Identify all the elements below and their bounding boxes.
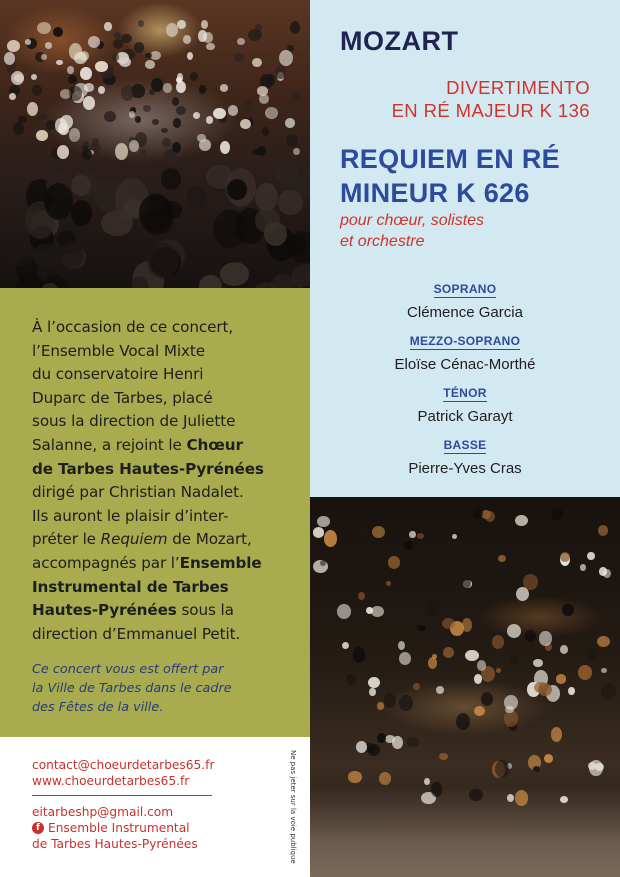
- intro-text-span: Salanne, a rejoint le: [32, 435, 187, 454]
- photo-texture: [285, 118, 295, 127]
- contact-email[interactable]: contact@choeurdetarbes65.fr: [32, 758, 215, 772]
- photo-texture: [465, 650, 479, 661]
- photo-texture: [404, 541, 414, 550]
- photo-texture: [313, 527, 325, 538]
- photo-texture: [138, 20, 144, 26]
- photo-texture: [71, 200, 93, 227]
- photo-texture: [533, 659, 543, 667]
- photo-texture: [176, 106, 187, 116]
- photo-texture: [356, 741, 367, 753]
- photo-texture: [206, 116, 214, 124]
- photo-texture: [199, 85, 206, 94]
- website-link[interactable]: www.choeurdetarbes65.fr: [32, 774, 190, 788]
- photo-texture: [560, 796, 568, 803]
- photo-texture: [143, 105, 151, 112]
- photo-texture: [598, 525, 609, 536]
- intro-text-span: accompagnés par l’: [32, 553, 180, 572]
- photo-texture: [452, 534, 457, 539]
- photo-texture: [193, 112, 200, 119]
- photo-texture: [539, 631, 551, 645]
- photo-texture: [578, 665, 592, 680]
- photo-texture: [45, 42, 53, 49]
- photo-texture: [16, 272, 43, 288]
- photo-texture: [220, 141, 230, 153]
- photo-texture: [293, 148, 300, 156]
- photo-texture: [265, 107, 279, 120]
- photo-texture: [371, 606, 383, 617]
- photo-texture: [37, 22, 51, 34]
- intro-text-span: sous la: [176, 601, 234, 620]
- photo-texture: [386, 581, 391, 586]
- photo-texture: [152, 119, 159, 126]
- soloist-name: Eloïse Cénac-Morthé: [394, 356, 536, 373]
- photo-texture: [379, 772, 391, 784]
- photo-texture: [275, 161, 299, 184]
- soloist-bass: [310, 434, 620, 478]
- subtitle-line: pour chœur, solistes: [340, 212, 485, 229]
- photo-texture: [601, 668, 607, 673]
- photo-texture: [544, 754, 553, 763]
- photo-texture: [586, 648, 597, 661]
- photo-texture: [278, 190, 303, 215]
- photo-texture: [33, 244, 61, 269]
- photo-texture: [248, 29, 262, 41]
- photo-texture: [432, 654, 437, 659]
- photo-texture: [134, 42, 145, 52]
- photo-texture: [80, 67, 92, 80]
- photo-texture: [162, 138, 172, 147]
- intro-line: [32, 528, 290, 552]
- intro-line: [32, 434, 290, 458]
- photo-texture: [262, 127, 269, 136]
- subtitle-line: et orchestre: [340, 233, 425, 250]
- photo-texture: [516, 587, 529, 601]
- photo-texture: [69, 86, 81, 101]
- photo-texture: [504, 695, 518, 710]
- soloist-soprano: [310, 278, 620, 322]
- photo-texture: [240, 119, 250, 129]
- photo-texture: [227, 179, 247, 200]
- divertimento-line: DIVERTIMENTO: [446, 77, 590, 98]
- photo-texture: [145, 60, 155, 69]
- photo-texture: [369, 688, 375, 696]
- photo-texture: [115, 143, 128, 160]
- photo-texture: [224, 133, 231, 139]
- photo-texture: [252, 58, 263, 67]
- photo-texture: [409, 531, 415, 539]
- ensemble-name-bold: Instrumental de Tarbes: [32, 577, 229, 596]
- photo-texture: [534, 682, 547, 693]
- choir-name-bold: de Tarbes Hautes-Pyrénées: [32, 459, 264, 478]
- legal-note: Ne pas jeter sur la voie publique: [289, 750, 297, 864]
- photo-texture: [55, 118, 66, 132]
- photo-texture: [206, 43, 215, 50]
- photo-texture: [237, 38, 245, 45]
- photo-texture: [198, 30, 208, 42]
- soloist-role: TÉNOR: [443, 386, 487, 400]
- photo-texture: [492, 635, 504, 650]
- photo-texture: [320, 560, 325, 566]
- photo-texture: [320, 547, 326, 553]
- photo-texture: [220, 84, 229, 92]
- photo-texture: [515, 515, 528, 526]
- photo-texture: [413, 683, 419, 690]
- photo-texture: [190, 72, 198, 81]
- photo-texture: [357, 525, 368, 535]
- photo-texture: [595, 763, 604, 771]
- photo-texture: [9, 93, 16, 100]
- photo-texture: [173, 118, 182, 128]
- photo-texture: [474, 706, 485, 716]
- photo-texture: [57, 145, 69, 159]
- note-line: Ce concert vous est offert par: [32, 662, 224, 678]
- intro-text-span: de Mozart,: [167, 530, 252, 549]
- intro-line: sous la direction de Juliette: [32, 412, 236, 431]
- photo-texture: [112, 53, 120, 60]
- intro-line: [32, 599, 290, 623]
- photo-texture: [187, 52, 193, 60]
- photo-texture: [161, 128, 168, 133]
- photo-texture: [129, 111, 135, 118]
- photo-texture: [56, 60, 63, 66]
- photo-texture: [507, 624, 522, 638]
- ensemble-email[interactable]: eitarbeshp@gmail.com: [32, 805, 174, 819]
- divider: [32, 795, 212, 796]
- photo-texture: [161, 168, 181, 190]
- photo-texture: [495, 760, 509, 778]
- photo-texture: [560, 552, 570, 562]
- ensemble-name-bold: Hautes-Pyrénées: [32, 601, 177, 620]
- requiem-italic: Requiem: [100, 530, 168, 549]
- intro-text: [32, 316, 290, 646]
- photo-texture: [399, 652, 411, 665]
- soloist-role: MEZZO-SOPRANO: [409, 334, 521, 348]
- offer-note: [32, 660, 290, 717]
- contact-panel: [0, 737, 310, 877]
- note-line: la Ville de Tarbes dans le cadre: [32, 681, 232, 697]
- photo-texture: [67, 66, 74, 74]
- photo-texture: [539, 591, 544, 597]
- photo-texture: [337, 604, 351, 618]
- soloist-mezzo: [310, 330, 620, 374]
- photo-texture: [368, 677, 380, 688]
- photo-texture: [456, 565, 465, 574]
- photo-texture: [41, 54, 47, 61]
- photo-texture: [353, 647, 366, 662]
- photo-texture: [135, 116, 141, 123]
- photo-texture: [121, 85, 134, 101]
- photo-texture: [172, 97, 179, 106]
- photo-texture: [113, 39, 123, 49]
- soloist-name: Pierre-Yves Cras: [408, 460, 522, 477]
- photo-texture: [69, 128, 80, 142]
- photo-texture: [377, 702, 383, 709]
- photo-texture: [510, 656, 518, 664]
- photo-texture: [443, 647, 455, 658]
- soloists-list: [310, 278, 620, 486]
- photo-texture: [98, 86, 105, 93]
- photo-texture: [290, 21, 300, 34]
- photo-texture: [36, 130, 48, 141]
- divertimento-title: [392, 76, 590, 122]
- photo-texture: [255, 183, 278, 211]
- soloist-name: Clémence Garcia: [407, 304, 523, 321]
- photo-texture: [428, 657, 437, 668]
- photo-texture: [399, 695, 413, 711]
- intro-line: Duparc de Tarbes, placé: [32, 388, 213, 407]
- photo-texture: [292, 92, 302, 100]
- photo-texture: [481, 692, 493, 707]
- photo-texture: [426, 601, 439, 617]
- photo-texture: [147, 243, 178, 278]
- photo-texture: [83, 96, 95, 110]
- photo-texture: [377, 733, 386, 743]
- note-line: des Fêtes de la ville.: [32, 700, 164, 716]
- photo-texture: [439, 753, 448, 760]
- facebook-icon: f: [32, 822, 44, 834]
- photo-texture: [442, 588, 453, 598]
- photo-texture: [31, 74, 38, 81]
- stage-floor: [310, 787, 620, 877]
- requiem-subtitle: [340, 210, 484, 252]
- photo-texture: [587, 552, 595, 560]
- photo-texture: [474, 674, 482, 684]
- requiem-line: MINEUR K 626: [340, 178, 530, 208]
- program-panel: [310, 0, 620, 497]
- photo-texture: [436, 686, 444, 694]
- photo-texture: [176, 81, 186, 93]
- photo-texture: [149, 89, 155, 95]
- photo-texture: [53, 27, 63, 38]
- photo-texture: [7, 40, 20, 52]
- orchestra-photo: [310, 497, 620, 877]
- intro-panel: [0, 288, 310, 737]
- photo-texture: [68, 75, 78, 84]
- photo-texture: [551, 508, 563, 520]
- photo-texture: [177, 20, 186, 29]
- photo-texture: [317, 516, 330, 528]
- photo-texture: [95, 61, 109, 72]
- photo-texture: [562, 604, 574, 617]
- photo-texture: [568, 687, 574, 695]
- photo-texture: [342, 642, 349, 649]
- intro-line: du conservatoire Henri: [32, 365, 204, 384]
- photo-texture: [162, 201, 182, 218]
- requiem-line: REQUIEM EN RÉ: [340, 144, 560, 174]
- photo-texture: [560, 645, 568, 654]
- photo-texture: [591, 583, 602, 595]
- photo-texture: [228, 105, 239, 116]
- photo-texture: [473, 508, 482, 519]
- photo-texture: [275, 65, 286, 78]
- photo-texture: [346, 674, 356, 685]
- facebook-link[interactable]: [32, 820, 310, 836]
- photo-texture: [358, 592, 365, 600]
- photo-texture: [279, 50, 293, 66]
- photo-texture: [392, 736, 402, 749]
- photo-texture: [599, 567, 607, 575]
- photo-texture: [580, 564, 586, 570]
- photo-texture: [462, 618, 472, 631]
- photo-texture: [82, 149, 92, 160]
- photo-texture: [201, 20, 208, 29]
- photo-texture: [424, 778, 430, 785]
- photo-texture: [384, 693, 397, 709]
- photo-texture: [140, 149, 146, 155]
- divertimento-line: EN RÉ MAJEUR K 136: [391, 100, 590, 121]
- photo-texture: [498, 555, 506, 563]
- photo-texture: [285, 237, 307, 255]
- facebook-label-line2: de Tarbes Hautes-Pyrénées: [32, 837, 198, 851]
- photo-texture: [417, 533, 424, 540]
- requiem-title: [340, 142, 610, 210]
- photo-texture: [40, 114, 47, 120]
- photo-texture: [44, 183, 73, 220]
- photo-texture: [27, 102, 38, 116]
- ensemble-name-bold: Ensemble: [179, 553, 262, 572]
- soloist-name: Patrick Garayt: [417, 408, 513, 425]
- photo-texture: [13, 122, 24, 135]
- photo-texture: [104, 22, 111, 30]
- composer-title: MOZART: [340, 26, 459, 56]
- photo-texture: [496, 668, 501, 674]
- intro-line: [32, 552, 290, 576]
- intro-line: dirigé par Christian Nadalet.: [32, 483, 244, 502]
- photo-texture: [257, 86, 269, 96]
- photo-texture: [187, 186, 206, 209]
- intro-text-span: préter le: [32, 530, 101, 549]
- choir-name-bold: Chœur: [186, 435, 243, 454]
- photo-texture: [129, 140, 140, 152]
- choir-photo: [0, 0, 310, 288]
- photo-texture: [348, 771, 362, 782]
- photo-texture: [551, 727, 563, 742]
- photo-texture: [104, 111, 116, 122]
- intro-line: l’Ensemble Vocal Mixte: [32, 341, 205, 360]
- photo-texture: [255, 208, 280, 232]
- photo-texture: [469, 789, 483, 801]
- photo-texture: [372, 526, 385, 538]
- photo-texture: [114, 32, 121, 39]
- photo-texture: [407, 737, 419, 747]
- intro-line: [32, 458, 290, 482]
- photo-texture: [556, 674, 567, 683]
- photo-texture: [398, 641, 406, 651]
- intro-line: À l’occasion de ce concert,: [32, 318, 234, 336]
- soloist-role: BASSE: [443, 438, 487, 452]
- photo-texture: [456, 713, 469, 730]
- photo-texture: [172, 142, 182, 154]
- photo-texture: [597, 636, 610, 647]
- soloist-role: SOPRANO: [433, 282, 497, 296]
- facebook-label: Ensemble Instrumental: [48, 821, 190, 835]
- photo-texture: [183, 35, 191, 43]
- photo-texture: [525, 630, 536, 642]
- photo-texture: [71, 175, 91, 196]
- photo-texture: [32, 85, 42, 97]
- intro-line: Ils auront le plaisir d’inter-: [32, 506, 229, 525]
- photo-texture: [252, 149, 259, 155]
- photo-texture: [286, 134, 298, 146]
- photo-texture: [234, 53, 244, 62]
- photo-texture: [366, 607, 373, 614]
- photo-texture: [220, 262, 250, 286]
- intro-line: [32, 576, 290, 600]
- photo-texture: [388, 556, 400, 568]
- photo-texture: [324, 530, 337, 546]
- photo-texture: [601, 683, 616, 700]
- photo-texture: [533, 766, 540, 772]
- photo-texture: [88, 36, 100, 48]
- soloist-tenor: [310, 382, 620, 426]
- photo-texture: [244, 100, 253, 111]
- photo-texture: [163, 83, 171, 92]
- photo-texture: [431, 782, 442, 796]
- intro-line: direction d’Emmanuel Petit.: [32, 624, 241, 643]
